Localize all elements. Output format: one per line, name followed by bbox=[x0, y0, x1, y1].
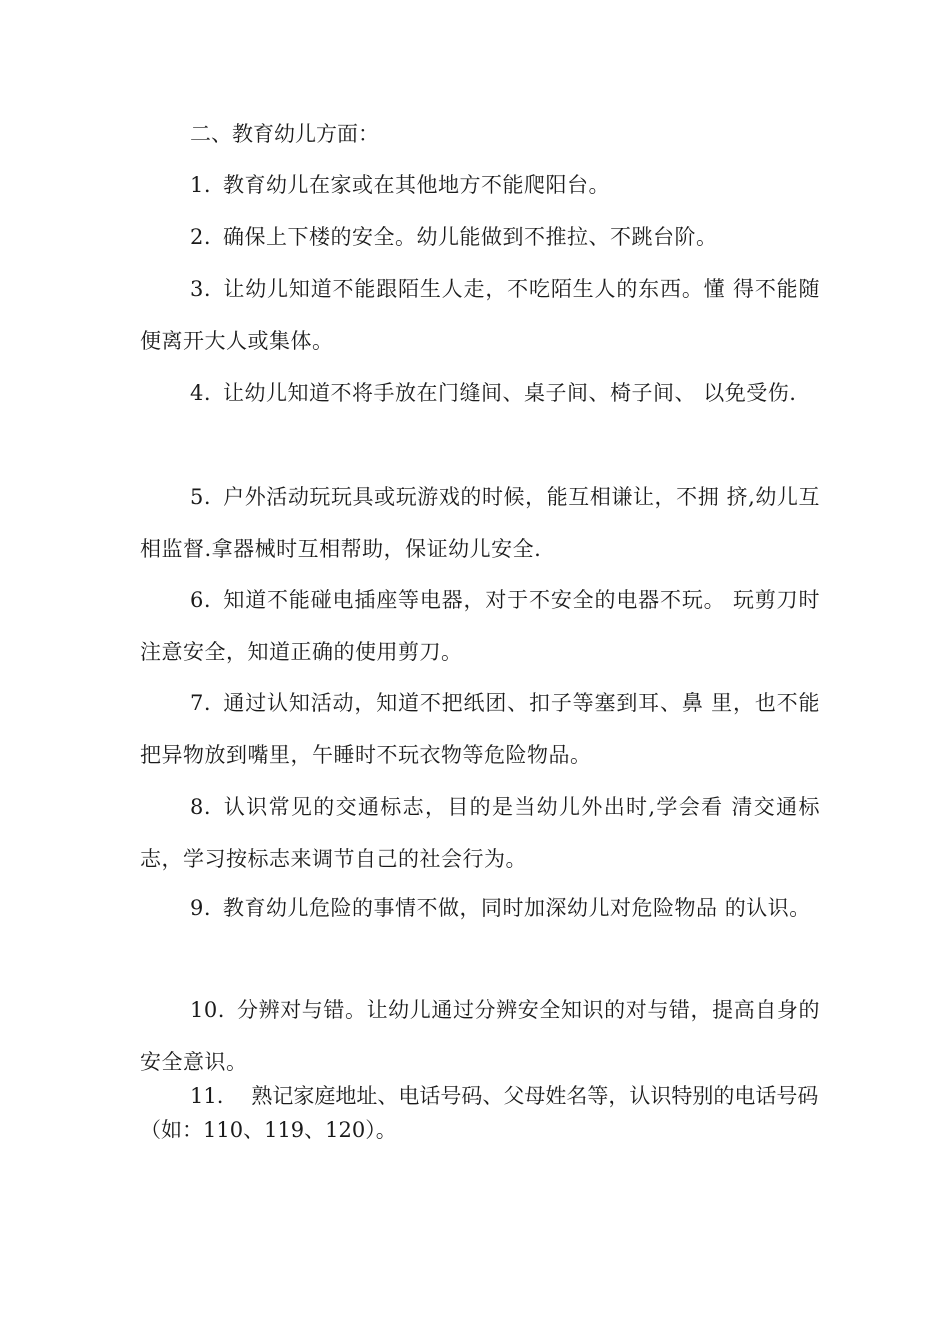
list-item bbox=[140, 263, 820, 367]
list-item bbox=[140, 471, 820, 575]
section-heading: 二、教育幼儿方面： bbox=[190, 122, 379, 146]
item-number: 1. bbox=[190, 173, 212, 197]
item-text: 分辨对与错。让幼儿通过分辨安全知识的对与错，提高自身的安全意识。 bbox=[140, 998, 820, 1074]
list-item bbox=[140, 211, 820, 263]
item-number: 5. bbox=[190, 485, 212, 509]
list-item bbox=[140, 984, 820, 1088]
list-item bbox=[140, 159, 820, 211]
item-number: 2. bbox=[190, 225, 212, 249]
item-text: 认识常见的交通标志，目的是当幼儿外出时,学会看 清交通标志，学习按标志来调节自己的社会行为。 bbox=[140, 795, 820, 871]
item-text: 通过认知活动，知道不把纸团、扣子等塞到耳、鼻 里，也不能把异物放到嘴里，午睡时不玩衣物等危险物品。 bbox=[140, 691, 820, 767]
list-item bbox=[140, 882, 820, 934]
item-number: 10. bbox=[190, 998, 225, 1022]
item-text: 教育幼儿危险的事情不做，同时加深幼儿对危险物品 的认识。 bbox=[223, 896, 811, 920]
item-number: 3. bbox=[190, 277, 212, 301]
list-item bbox=[140, 677, 820, 781]
item-number: 8. bbox=[190, 795, 212, 819]
item-text: 让幼儿知道不能跟陌生人走，不吃陌生人的东西。懂 得不能随便离开大人或集体。 bbox=[140, 277, 820, 353]
item-text: 知道不能碰电插座等电器，对于不安全的电器不玩。 玩剪刀时注意安全，知道正确的使用剪刀。 bbox=[140, 588, 820, 664]
item-number: 11. bbox=[190, 1084, 224, 1108]
item-text: 让幼儿知道不将手放在门缝间、桌子间、椅子间、 以免受伤. bbox=[223, 381, 797, 405]
item-number: 4. bbox=[190, 381, 212, 405]
item-number: 9. bbox=[190, 896, 212, 920]
item-number: 6. bbox=[190, 588, 212, 612]
list-item bbox=[140, 781, 820, 885]
list-item bbox=[140, 574, 820, 678]
item-text: 教育幼儿在家或在其他地方不能爬阳台。 bbox=[223, 173, 611, 197]
item-text: 熟记家庭地址、电话号码、父母姓名等，认识特别的电话号码（如：110、119、120）。 bbox=[140, 1084, 819, 1142]
item-text: 户外活动玩玩具或玩游戏的时候，能互相谦让，不拥 挤,幼儿互相监督.拿器械时互相帮助，保证幼儿安全. bbox=[140, 485, 820, 561]
item-text: 确保上下楼的安全。幼儿能做到不推拉、不跳台阶。 bbox=[223, 225, 718, 249]
list-item bbox=[140, 367, 820, 419]
list-item bbox=[140, 1079, 820, 1147]
item-number: 7. bbox=[190, 691, 212, 715]
